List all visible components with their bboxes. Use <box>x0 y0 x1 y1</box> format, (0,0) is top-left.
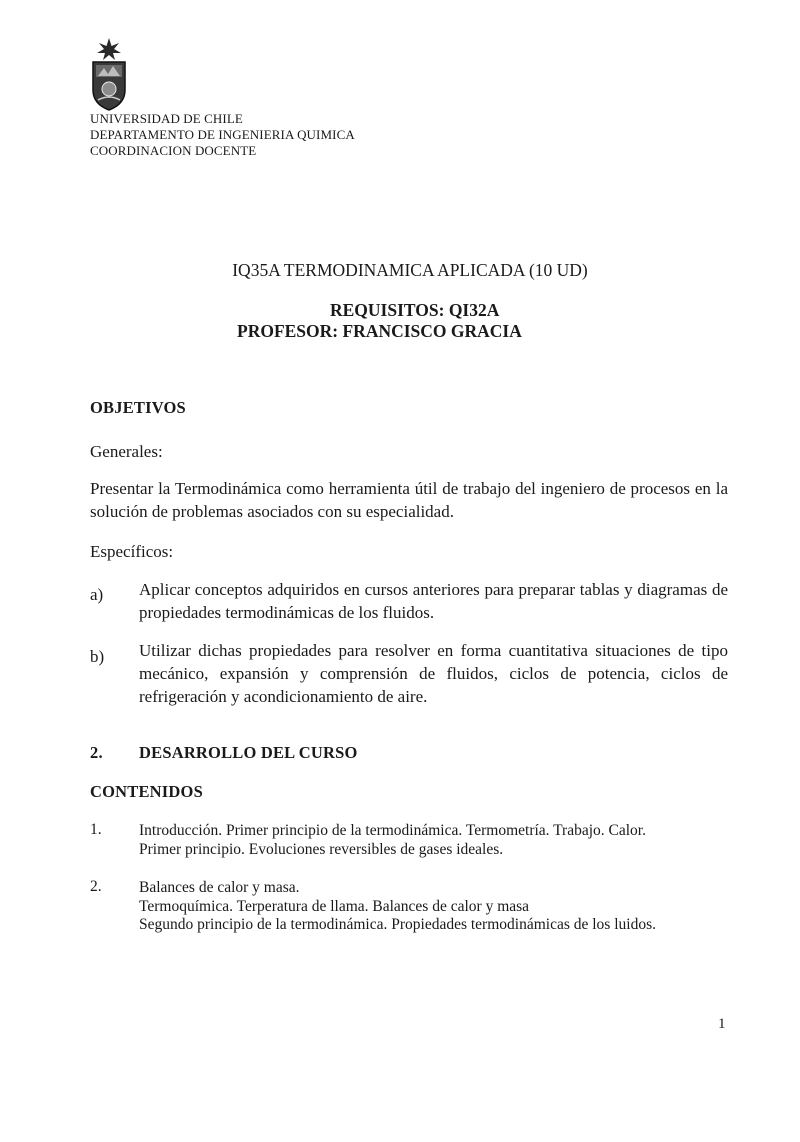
university-seal-icon <box>86 38 132 112</box>
contents-heading: CONTENIDOS <box>90 782 203 801</box>
course-title: IQ35A TERMODINAMICA APLICADA (10 UD) <box>232 260 588 280</box>
content-item-label: 1. <box>90 821 102 838</box>
content-item-line: Balances de calor y masa. <box>139 879 300 896</box>
content-item-line: Termoquímica. Terperatura de llama. Balances de calor y masa <box>139 898 530 915</box>
general-label: Generales: <box>90 442 163 461</box>
coordination-name: COORDINACION DOCENTE <box>90 143 257 158</box>
development-heading: DESARROLLO DEL CURSO <box>139 743 358 762</box>
content-item-line: Segundo principio de la termodinámica. Propiedades termodinámicas de los luidos. <box>139 916 656 933</box>
department-name: DEPARTAMENTO DE INGENIERIA QUIMICA <box>90 127 355 142</box>
content-item-label: 2. <box>90 878 102 895</box>
course-professor: PROFESOR: FRANCISCO GRACIA <box>237 321 522 341</box>
specific-item-text: Utilizar dichas propiedades para resolver en forma cuantitativa situaciones de tipo mecánico, expansión y comprensión de fluidos, ciclos de potencia, ciclos de refrigeración y acondicionamiento de aire. <box>139 641 728 706</box>
specific-item-label: b) <box>90 647 105 666</box>
content-item-line: Introducción. Primer principio de la termodinámica. Termometría. Trabajo. Calor. <box>139 822 646 839</box>
specific-label: Específicos: <box>90 542 174 561</box>
development-number: 2. <box>90 743 103 762</box>
content-item-line: Primer principio. Evoluciones reversibles de gases ideales. <box>139 841 504 858</box>
course-requirements: REQUISITOS: QI32A <box>330 300 500 320</box>
general-text: Presentar la Termodinámica como herramienta útil de trabajo del ingeniero de procesos en la solución de problemas asociados con su especialidad. <box>90 479 728 521</box>
institution-name: UNIVERSIDAD DE CHILE <box>90 111 243 126</box>
page-number: 1 <box>718 1016 726 1032</box>
specific-item-text: Aplicar conceptos adquiridos en cursos anteriores para preparar tablas y diagramas de propiedades termodinámicas de los fluidos. <box>139 580 728 622</box>
objectives-heading: OBJETIVOS <box>90 398 186 417</box>
specific-item-label: a) <box>90 585 104 604</box>
